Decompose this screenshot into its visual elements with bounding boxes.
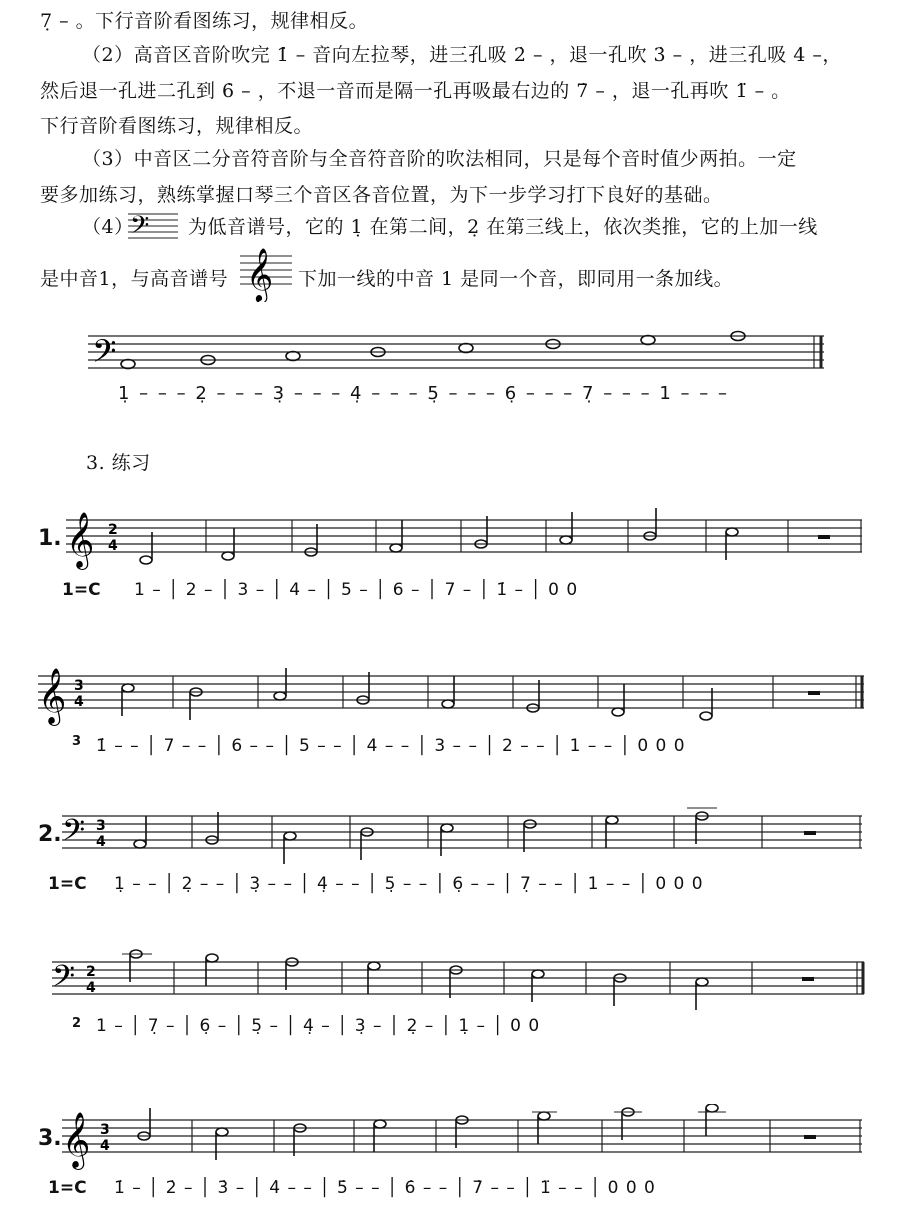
time-sig-top: 2 (86, 964, 96, 980)
text-line-3: 然后退一孔进二孔到 6̇ – ，不退一音而是隔一孔再吸最右边的 7̇ – ，退一孔再吹 1̈ – 。 (40, 80, 791, 102)
text-line-4: 下行音阶看图练习，规律相反。 (40, 115, 314, 137)
exercise-1b-timesig: 3 (72, 734, 82, 749)
section-title: 3. 练习 (86, 452, 151, 474)
exercise-2a-staff (62, 800, 866, 870)
exercise-3-staff (62, 1104, 866, 1174)
exercise-1-key: 1=C (62, 580, 101, 600)
exercise-1a-staff (66, 504, 866, 574)
exercise-1-label: 1. (38, 526, 62, 551)
svg-text:𝄞: 𝄞 (66, 512, 95, 568)
exercise-2b-jianpu: 1 – │ 7̣ – │ 6̣ – │ 5̣ – │ 4̣ – │ 3̣ – │ 2̣ – │ 1̣ – │ 0 0 (96, 1016, 541, 1036)
time-sig-top: 3 (74, 678, 84, 694)
time-sig-bottom: 4 (96, 834, 106, 850)
text-line-8b: 下加一线的中音 1 是同一个音，即同用一条加线。 (298, 268, 734, 290)
exercise-2a-jianpu: 1̣ – – │ 2̣ – – │ 3̣ – – │ 4̣ – – │ 5̣ – – │ 6̣ – – │ 7̣ – – │ 1 – – │ 0 0 0 (114, 874, 704, 894)
exercise-2-label: 2. (38, 822, 62, 847)
text-line-2: （2）高音区音阶吹完 1̇ – 音向左拉琴，进三孔吸 2̇ – ，退一孔吹 3̇ – ，进三孔吸 4̇ –， (82, 44, 842, 66)
exercise-1b-jianpu: 1̇ – – │ 7 – – │ 6 – – │ 5 – – │ 4 – – │ 3 – – │ 2 – – │ 1 – – │ 0 0 0 (96, 736, 686, 756)
bass-scale-staff (88, 318, 828, 378)
time-sig-bottom: 4 (108, 538, 118, 554)
exercise-1a-jianpu: 1 – │ 2 – │ 3 – │ 4 – │ 5 – │ 6 – │ 7 – │ 1̇ – │ 0 0 (134, 580, 579, 600)
time-sig-top: 3 (96, 818, 106, 834)
exercise-3-jianpu: 1̇ – │ 2̇ – │ 3̇ – │ 4̇ – – │ 5̇ – – │ 6̇ – – │ 7̇ – – │ 1̈ – – │ 0 0 0 (114, 1178, 656, 1198)
svg-text:𝄞: 𝄞 (62, 1112, 91, 1168)
time-sig-bottom: 4 (100, 1138, 110, 1154)
time-sig-bottom: 4 (86, 980, 96, 996)
svg-text:𝄢: 𝄢 (62, 814, 86, 855)
time-sig-top: 2 (108, 522, 118, 538)
exercise-1b-staff (38, 660, 868, 730)
exercise-2b-staff (52, 946, 868, 1016)
svg-text:𝄢: 𝄢 (52, 960, 76, 1001)
text-line-6: 要多加练习，熟练掌握口琴三个音区各音位置，为下一步学习打下良好的基础。 (40, 184, 723, 206)
svg-text:𝄞: 𝄞 (38, 668, 67, 724)
text-line-8a: 是中音1，与高音谱号 (40, 268, 229, 290)
exercise-2-key: 1=C (48, 874, 87, 894)
treble-clef-icon (240, 240, 292, 302)
exercise-2b-timesig: 2 (72, 1016, 82, 1031)
svg-text:𝄢: 𝄢 (130, 211, 150, 244)
svg-text:𝄞: 𝄞 (246, 247, 274, 301)
text-line-7b: 为低音谱号，它的 1̣ 在第二间，2̣ 在第三线上，依次类推，它的上加一线 (188, 216, 818, 238)
exercise-3-key: 1=C (48, 1178, 87, 1198)
time-sig-bottom: 4 (74, 694, 84, 710)
bass-clef-icon (128, 208, 178, 244)
exercise-3-label: 3. (38, 1126, 62, 1151)
svg-text:𝄢: 𝄢 (92, 333, 117, 377)
scale-jianpu: 1̣ – – – 2̣ – – – 3̣ – – – 4̣ – – – 5̣ – – – 6̣ – – – 7̣ – – – 1 – – – (118, 383, 729, 404)
text-line-5: （3）中音区二分音符音阶与全音符音阶的吹法相同，只是每个音时值少两拍。一定 (82, 148, 797, 170)
text-line-1: 7̣ – 。下行音阶看图练习，规律相反。 (40, 10, 369, 32)
text-line-7a: （4） (82, 216, 134, 238)
time-sig-top: 3 (100, 1122, 110, 1138)
